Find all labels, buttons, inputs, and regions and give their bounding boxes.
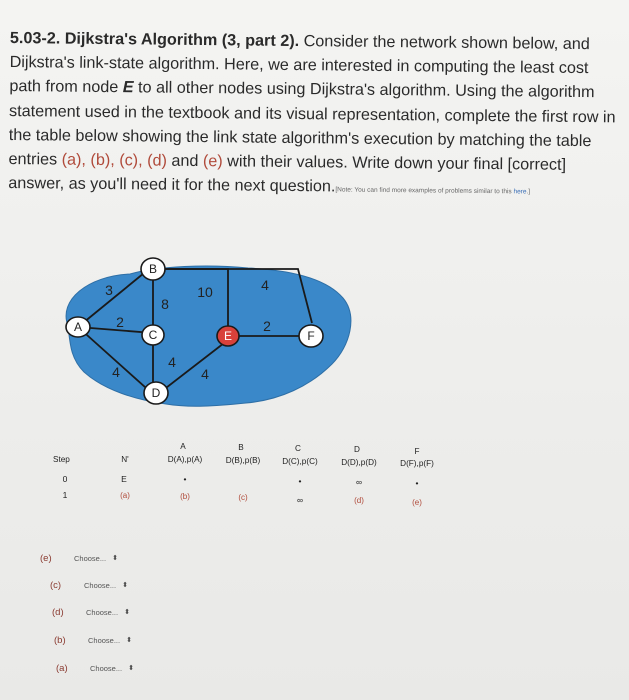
answer-label-d: (d) xyxy=(52,606,64,618)
row1-f: (e) xyxy=(412,498,422,507)
answer-row-e xyxy=(40,550,122,566)
answer-label-e: (e) xyxy=(40,552,52,564)
note-text: [Note: You can find more examples of problems similar to this xyxy=(335,186,514,196)
row0-step: 0 xyxy=(62,474,68,484)
col-top-b: B xyxy=(238,443,244,452)
answer-selects xyxy=(0,540,629,700)
answer-label-a: (a) xyxy=(56,662,68,674)
col-step: Step xyxy=(53,455,70,464)
answer-select-c[interactable]: Choose... ⬍ xyxy=(84,580,128,590)
answer-label-c: (c) xyxy=(50,579,62,591)
col-top-c: C xyxy=(295,444,301,453)
node-f-label: F xyxy=(307,329,315,343)
entries-list: (a), (b), (c), (d) xyxy=(61,150,168,170)
col-nprime: N' xyxy=(121,455,129,464)
dropdown-arrow-icon: ⬍ xyxy=(122,582,128,589)
edge-d-e-cost: 4 xyxy=(201,366,209,382)
dropdown-arrow-icon: ⬍ xyxy=(124,609,130,616)
col-f: D(F),p(F) xyxy=(400,459,434,468)
dropdown-arrow-icon: ⬍ xyxy=(128,665,134,672)
note-link[interactable]: here xyxy=(513,188,527,196)
edge-c-d-cost: 4 xyxy=(168,354,176,370)
network-svg xyxy=(40,248,370,413)
edge-e-f-cost: 2 xyxy=(263,318,271,334)
row1-step: 1 xyxy=(62,490,68,500)
col-b: D(B),p(B) xyxy=(225,456,261,465)
row0-d: ∞ xyxy=(355,477,363,487)
answer-select-a[interactable]: Choose... ⬍ xyxy=(90,663,134,673)
answer-row-d xyxy=(52,604,134,620)
answer-select-d[interactable]: Choose... ⬍ xyxy=(86,607,130,617)
edge-b-f-cost: 4 xyxy=(261,277,269,293)
node-a-label: A xyxy=(73,320,83,334)
row1-b: (c) xyxy=(238,493,248,502)
node-e-label: E xyxy=(223,329,233,343)
answer-select-b[interactable]: Choose... ⬍ xyxy=(88,635,132,645)
col-c: D(C),p(C) xyxy=(282,457,318,466)
network-graph xyxy=(40,248,370,413)
source-node: E xyxy=(122,78,134,97)
edge-a-b-cost: 3 xyxy=(105,282,113,298)
col-top-f: F xyxy=(414,447,420,456)
link-state-table xyxy=(0,440,629,520)
col-top-a: A xyxy=(180,442,186,451)
row1-d: (d) xyxy=(354,496,364,505)
col-d: D(D),p(D) xyxy=(341,458,377,467)
answer-row-a xyxy=(56,660,138,676)
answer-label-b: (b) xyxy=(54,634,66,646)
answer-row-b xyxy=(54,632,136,648)
row0-f: • xyxy=(415,478,419,488)
node-c-label: C xyxy=(148,328,158,342)
answer-select-e[interactable]: Choose... ⬍ xyxy=(74,553,118,563)
edge-a-c-cost: 2 xyxy=(116,314,124,330)
edge-b-c-cost: 8 xyxy=(161,296,169,312)
node-d-label: D xyxy=(151,386,161,400)
col-a: D(A),p(A) xyxy=(167,455,203,464)
node-b-label: B xyxy=(148,262,158,276)
row0-c: • xyxy=(298,476,302,486)
row1-a: (b) xyxy=(180,492,190,501)
question-text: 5.03-2. Dijkstra's Algorithm (3, part 2). Consider the network shown below, and Dijkstra's link-state algorithm. Here, we are interested in computing the least cost path from node E to all other nodes using Dijkstra's algorithm. Using the algorithm statement used in the textbook and its visual representation, complete the first row in the table below showing the link state algorithm's execution by matching the table entries (a), (b), (c), (d) and (e) with their values. Write down your final [correct] answer, as you'll need it for the next question.[Note: You can find more examples of problems similar to this here.] xyxy=(8,28,616,196)
edge-b-e-cost: 10 xyxy=(197,284,213,300)
dropdown-arrow-icon: ⬍ xyxy=(112,555,118,562)
row1-nprime: (a) xyxy=(120,491,130,500)
row0-nprime: E xyxy=(121,474,127,484)
col-top-d: D xyxy=(354,445,360,454)
question-title: 5.03-2. Dijkstra's Algorithm (3, part 2). xyxy=(9,28,300,51)
dropdown-arrow-icon: ⬍ xyxy=(126,637,132,644)
row1-c: ∞ xyxy=(296,495,304,505)
answer-row-c xyxy=(50,577,132,593)
row0-a: • xyxy=(183,474,187,484)
edge-a-d-cost: 4 xyxy=(112,364,120,380)
